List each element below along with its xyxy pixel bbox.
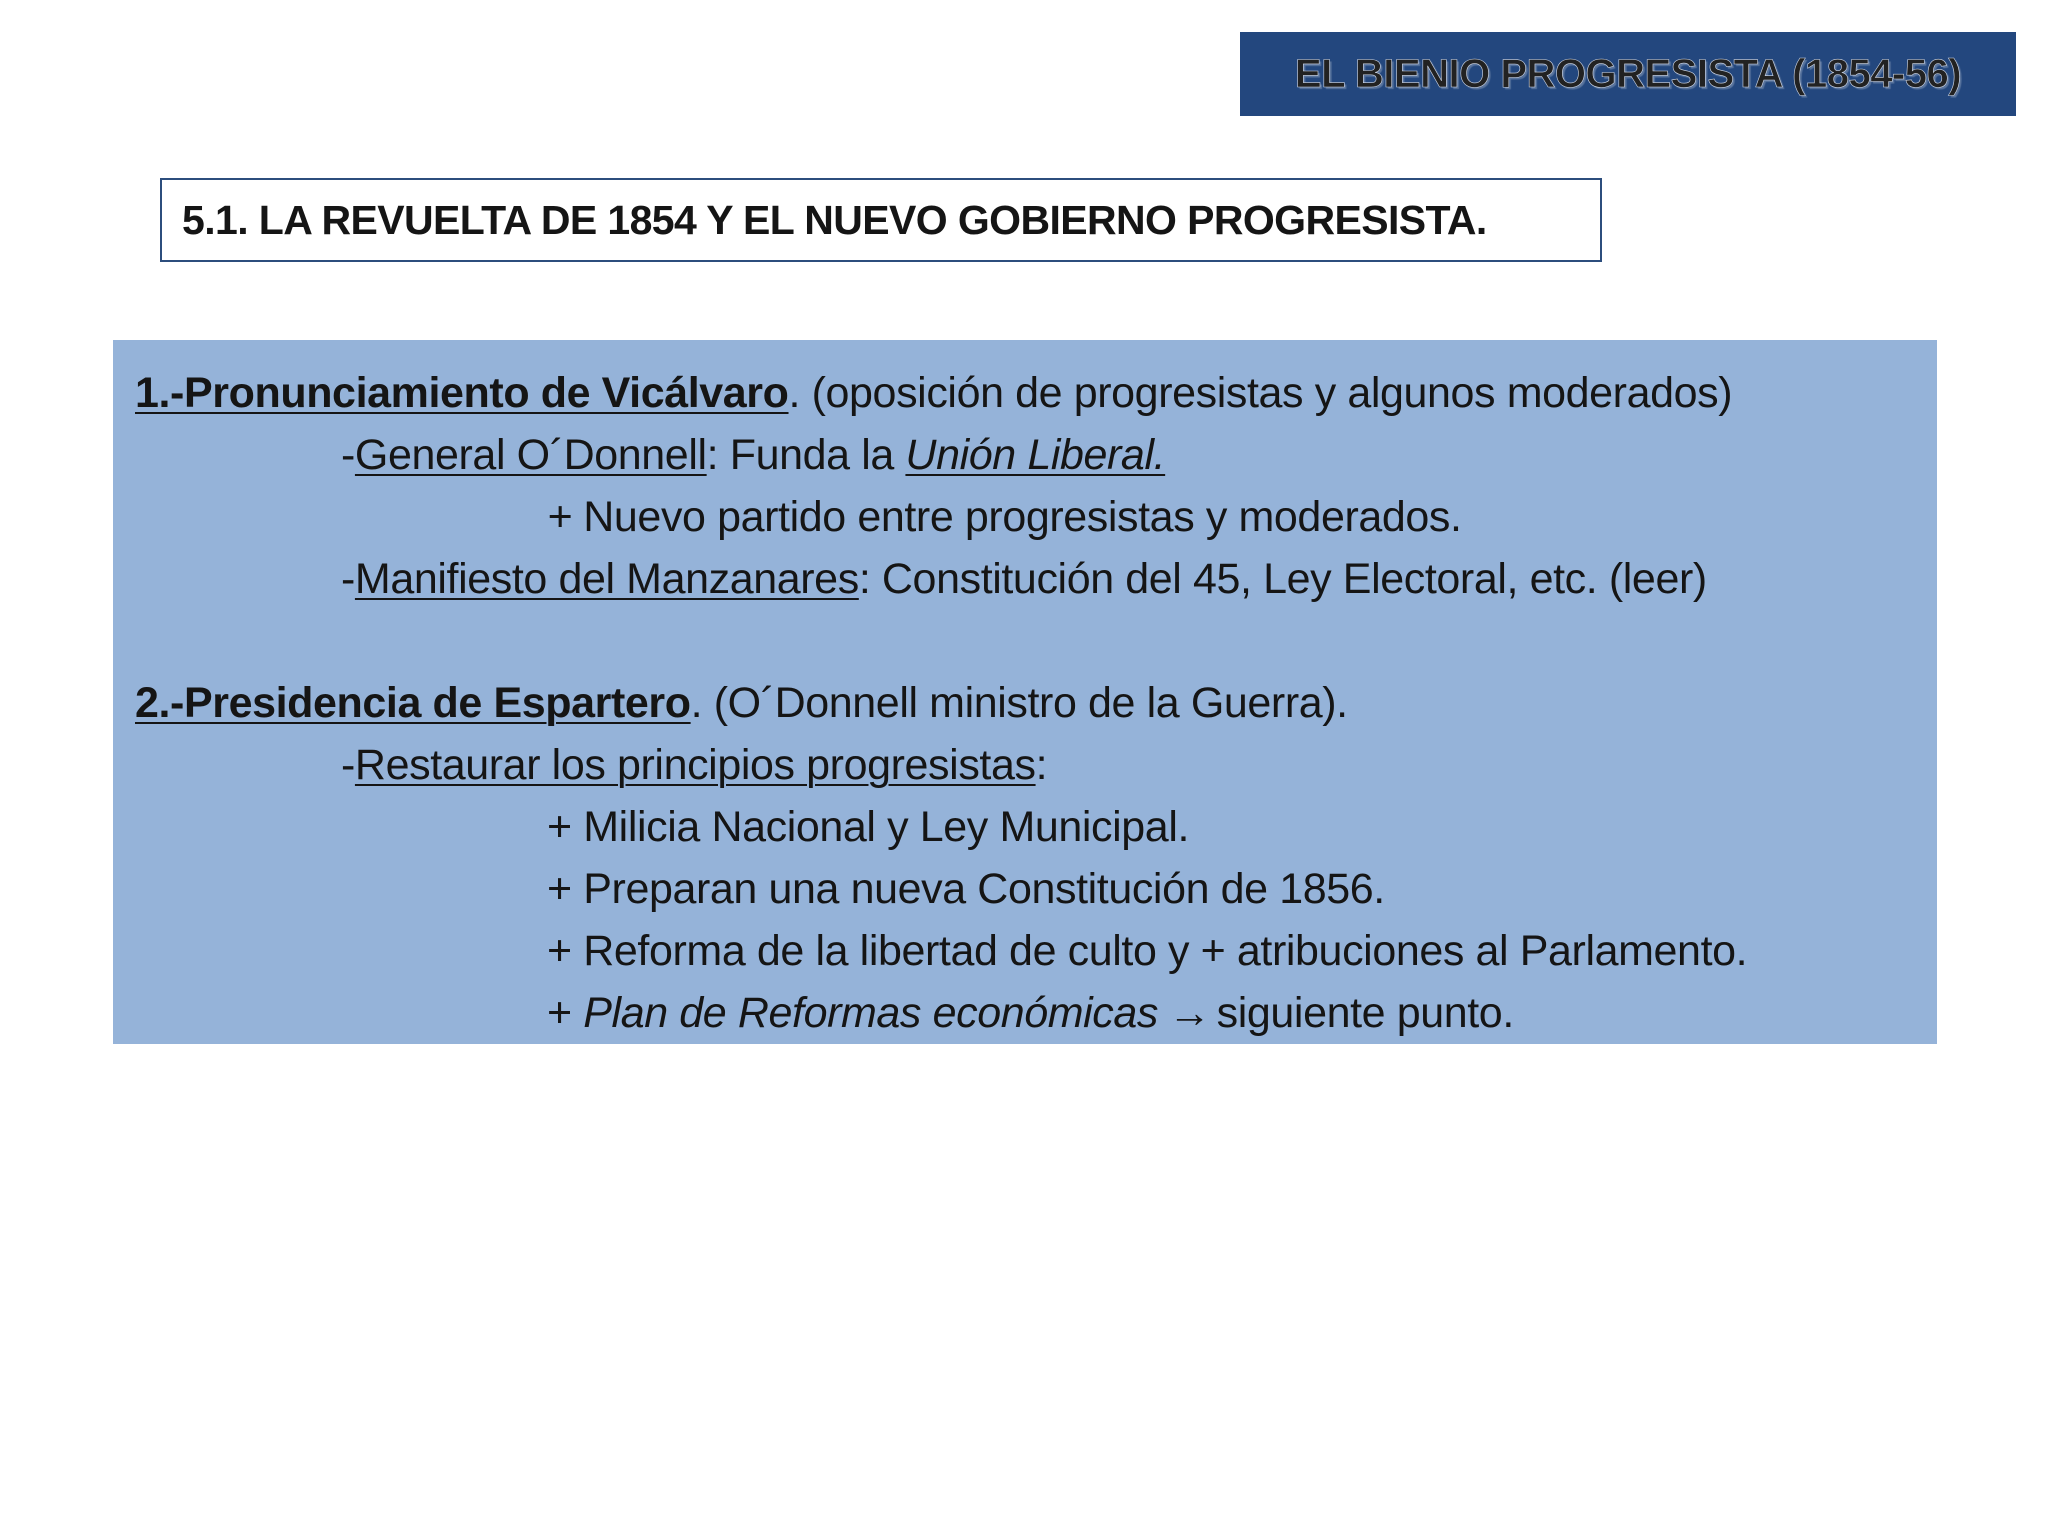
point2-bullet-4-italic: Plan de Reformas económicas bbox=[583, 989, 1159, 1037]
point1-sub1-bullet-text: Nuevo partido entre progresistas y moderados. bbox=[571, 493, 1462, 541]
point1-line bbox=[135, 362, 1732, 424]
right-arrow-icon: → bbox=[1168, 989, 1211, 1037]
point2-bullet-1: + Milicia Nacional y Ley Municipal. bbox=[547, 803, 1190, 851]
point2-bullet-4 bbox=[547, 982, 1514, 1044]
point1-sub1-dash: - bbox=[341, 431, 355, 479]
point1-title: 1.-Pronunciamiento de Vicálvaro bbox=[135, 369, 789, 417]
point2-sub-label: Restaurar los principios progresistas bbox=[354, 741, 1036, 789]
point2-title: 2.-Presidencia de Espartero bbox=[135, 679, 691, 727]
point1-sub1-italic: Unión Liberal. bbox=[905, 431, 1166, 479]
point1-sub2-label: Manifiesto del Manzanares bbox=[354, 555, 859, 603]
point1-sub1-mid: : Funda la bbox=[706, 431, 906, 479]
point1-sub1-bullet-line bbox=[547, 486, 1462, 548]
point1-sub2-rest: : Constitución del 45, Ley Electoral, etc. (leer) bbox=[858, 555, 1707, 603]
point2-bullet-4-rest: siguiente punto. bbox=[1216, 989, 1514, 1037]
point1-sub2-line bbox=[341, 548, 1707, 610]
point1-sub1-label: General O´Donnell bbox=[354, 431, 707, 479]
point2-line bbox=[135, 672, 1348, 734]
point1-rest: . (oposición de progresistas y algunos moderados) bbox=[788, 369, 1733, 417]
slide-title: EL BIENIO PROGRESISTA (1854-56) bbox=[1294, 51, 1962, 96]
section-heading: 5.1. LA REVUELTA DE 1854 Y EL NUEVO GOBIERNO PROGRESISTA. bbox=[182, 196, 1487, 243]
point2-bullet-2: + Preparan una nueva Constitución de 1856. bbox=[547, 865, 1385, 913]
section-heading-box bbox=[160, 178, 1602, 262]
point2-rest: . (O´Donnell ministro de la Guerra). bbox=[690, 679, 1348, 727]
point2-sub-dash: - bbox=[341, 741, 355, 789]
point1-sub2-dash: - bbox=[341, 555, 355, 603]
point1-sub1-line bbox=[341, 424, 1165, 486]
content-panel bbox=[113, 340, 1937, 1044]
point2-sub-line bbox=[341, 734, 1047, 796]
slide-title-banner bbox=[1240, 32, 2016, 116]
point2-bullet-4-plus: + bbox=[547, 989, 584, 1037]
point2-bullet-3: + Reforma de la libertad de culto y + atribuciones al Parlamento. bbox=[547, 927, 1748, 975]
point2-sub-colon: : bbox=[1035, 741, 1048, 789]
point1-sub1-bullet-plus: + bbox=[547, 493, 572, 541]
